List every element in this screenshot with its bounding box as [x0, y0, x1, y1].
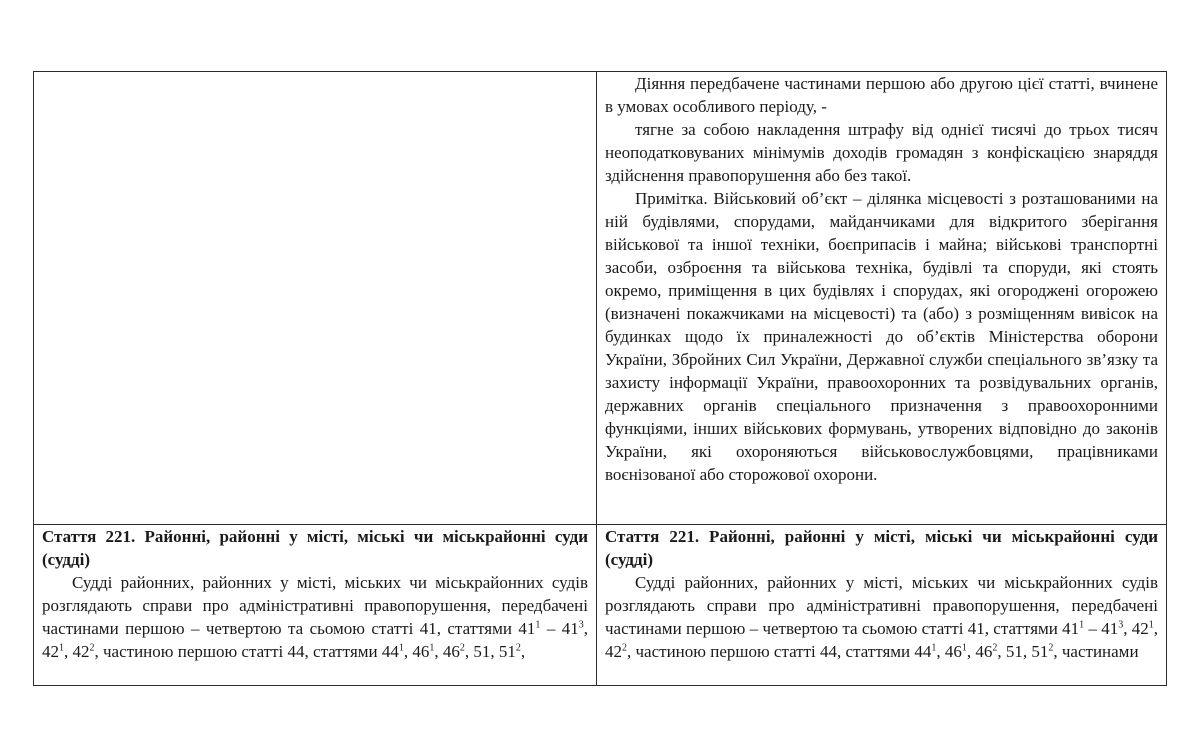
paragraph-penalty: тягне за собою накладення штрафу від однієї тисячі до трьох тисяч неоподатковуваних мінімумів доходів громадян з конфіскацією знаряддя здійснення правопорушення або без такої.: [605, 120, 1158, 185]
comparison-table: [33, 71, 1167, 686]
right-top-cell: [597, 72, 1167, 525]
article-heading: Стаття 221. Районні, районні у місті, міські чи міськрайонні суди (судді): [605, 527, 1158, 569]
empty-left-cell: [34, 72, 597, 525]
table-row: [34, 525, 1167, 686]
left-bottom-cell: [34, 525, 597, 686]
right-bottom-cell: [597, 525, 1167, 686]
article-body: Судді районних, районних у місті, міських чи міськрайонних судів розглядають справи про адміністративні правопорушення, передбачені частинами першою – четвертою та сьомою статті 41, статтями $41^1 - 41^3$, $42^1$, $42^2$, частиною першою статті 44, статтями $44^1$, $46^1$, $46^2$, 51, $51^2$, частинами: [605, 573, 1158, 661]
article-body: Судді районних, районних у місті, міських чи міськрайонних судів розглядають справи про адміністративні правопорушення, передбачені частинами першою – четвертою та сьомою статті 41, статтями $41^1 - 41^3$, $42^1$, $42^2$, частиною першою статті 44, статтями $44^1$, $46^1$, $46^2$, 51, $51^2$,: [42, 573, 588, 661]
article-heading: Стаття 221. Районні, районні у місті, міські чи міськрайонні суди (судді): [42, 527, 588, 569]
paragraph-special-period: Діяння передбачене частинами першою або другою цієї статті, вчинене в умовах особливого періоду, -: [605, 74, 1158, 116]
paragraph-note: Примітка. Військовий об’єкт – ділянка місцевості з розташованими на ній будівлями, спорудами, майданчиками для відкритого зберігання військової та іншої техніки, боєприпасів і майна; військові транспортні засоби, озброєння та військова техніка, будівлі та споруди, які стоять окремо, приміщення в цих будівлях і спорудах, які огороджені огорожею (визначені покажчиками на місцевості) та (або) з розміщенням вивісок на будинках щодо їх приналежності до об’єктів Міністерства оборони України, Збройних Сил України, Державної служби спеціального зв’язку та захисту інформації України, правоохоронних та розвідувальних органів, державних органів спеціального призначення з правоохоронними функціями, інших військових формувань, утворених відповідно до законів України, які охороняються військовослужбовцями, працівниками воєнізованої або сторожової охорони.: [605, 189, 1158, 484]
table-row: [34, 72, 1167, 525]
